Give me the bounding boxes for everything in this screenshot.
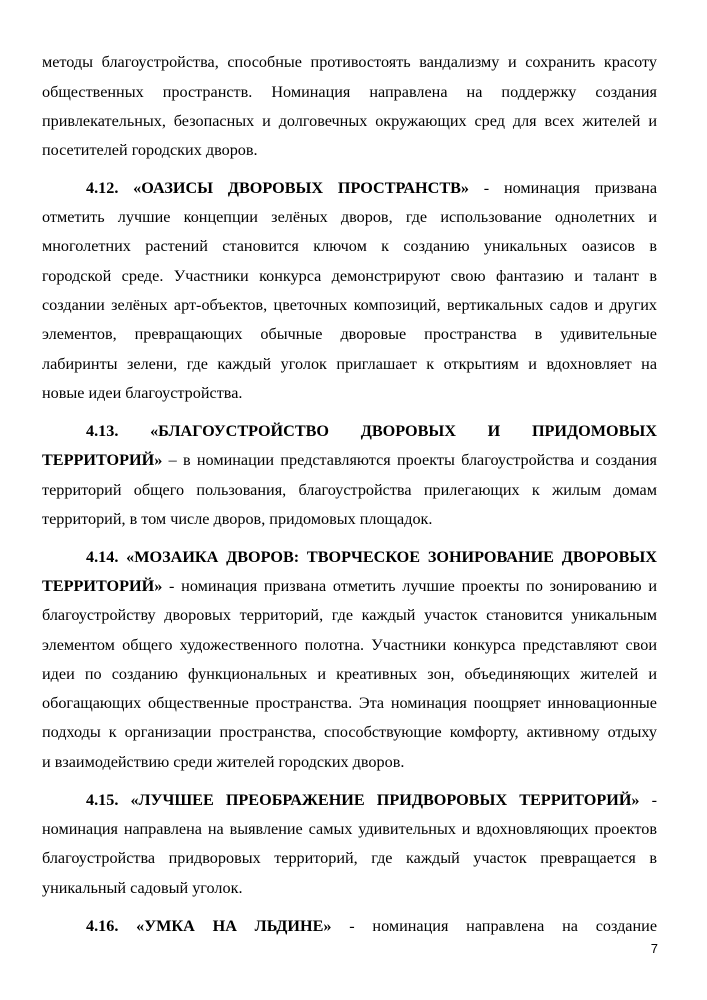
paragraph-line: благоустройства придворовых территорий, где каждый участок превращается в (42, 849, 657, 867)
section-heading: ТЕРРИТОРИЙ» (42, 577, 163, 595)
page-number: 7 (650, 941, 658, 956)
paragraph-line: номинация направлена на выявление самых удивительных и вдохновляющих проектов (42, 820, 657, 838)
section-4-16-first-line (86, 916, 657, 936)
section-text: – в номинации представляются проекты благоустройства и создания (162, 451, 657, 469)
section-4-15-first-line (86, 790, 657, 810)
section-text: - номинация направлена на создание (331, 917, 658, 935)
section-text: - (639, 791, 657, 809)
paragraph-line: уникальный садовый уголок. (42, 879, 243, 897)
section-4-13-second-line (42, 450, 657, 470)
paragraph-line: элементов, превращающих обычные дворовые пространства в удивительные (42, 325, 657, 343)
paragraph-line: элементом общего художественного полотна. Участники конкурса представляют свои (42, 636, 657, 654)
paragraph-line: городской среде. Участники конкурса демонстрируют свою фантазию и талант в (42, 267, 657, 285)
section-text: - номинация призвана (469, 179, 658, 197)
paragraph-line: новые идеи благоустройства. (42, 384, 243, 402)
section-heading: 4.12. «ОАЗИСЫ ДВОРОВЫХ ПРОСТРАНСТВ» (86, 179, 470, 197)
paragraph-line: многолетних растений становится ключом к созданию уникальных оазисов в (42, 237, 657, 255)
section-heading: 4.15. «ЛУЧШЕЕ ПРЕОБРАЖЕНИЕ ПРИДВОРОВЫХ ТЕРРИТОРИЙ» (86, 791, 640, 809)
section-heading: 4.14. «МОЗАИКА ДВОРОВ: ТВОРЧЕСКОЕ ЗОНИРОВАНИЕ ДВОРОВЫХ (86, 548, 657, 566)
paragraph-line: отметить лучшие концепции зелёных дворов, где использование однолетних и (42, 208, 657, 226)
paragraph-line: подходы к организации пространства, способствующие комфорту, активному отдыху (42, 723, 657, 741)
paragraph-line: лабиринты зелени, где каждый уголок приглашает к открытиям и вдохновляет на (42, 355, 657, 373)
paragraph-line: посетителей городских дворов. (42, 141, 258, 159)
paragraph-line: методы благоустройства, способные противостоять вандализму и сохранить красоту (42, 53, 657, 71)
section-heading: ТЕРРИТОРИЙ» (42, 451, 163, 469)
section-4-12-first-line (86, 178, 657, 198)
section-4-14-second-line (42, 576, 657, 596)
paragraph-line: благоустройству дворовых территорий, где каждый участок становится уникальным (42, 606, 657, 624)
section-text: - номинация призвана отметить лучшие проекты по зонированию и (162, 577, 657, 595)
paragraph-line: общественных пространств. Номинация направлена на поддержку создания (42, 83, 657, 101)
section-heading: 4.13. «БЛАГОУСТРОЙСТВО ДВОРОВЫХ И ПРИДОМОВЫХ (86, 422, 657, 440)
paragraph-line: территорий, в том числе дворов, придомовых площадок. (42, 510, 433, 528)
paragraph-line: территорий общего пользования, благоустройства прилегающих к жилым домам (42, 481, 657, 499)
paragraph-line: привлекательных, безопасных и долговечных окружающих сред для всех жителей и (42, 112, 657, 130)
paragraph-line: идеи по созданию функциональных и креативных зон, объединяющих жителей и (42, 665, 657, 683)
paragraph-line: обогащающих общественные пространства. Эта номинация поощряет инновационные (42, 694, 657, 712)
paragraph-line: и взаимодействию среди жителей городских дворов. (42, 753, 405, 771)
paragraph-line: создании зелёных арт-объектов, цветочных композиций, вертикальных садов и других (42, 296, 657, 314)
section-heading: 4.16. «УМКА НА ЛЬДИНЕ» (86, 917, 332, 935)
